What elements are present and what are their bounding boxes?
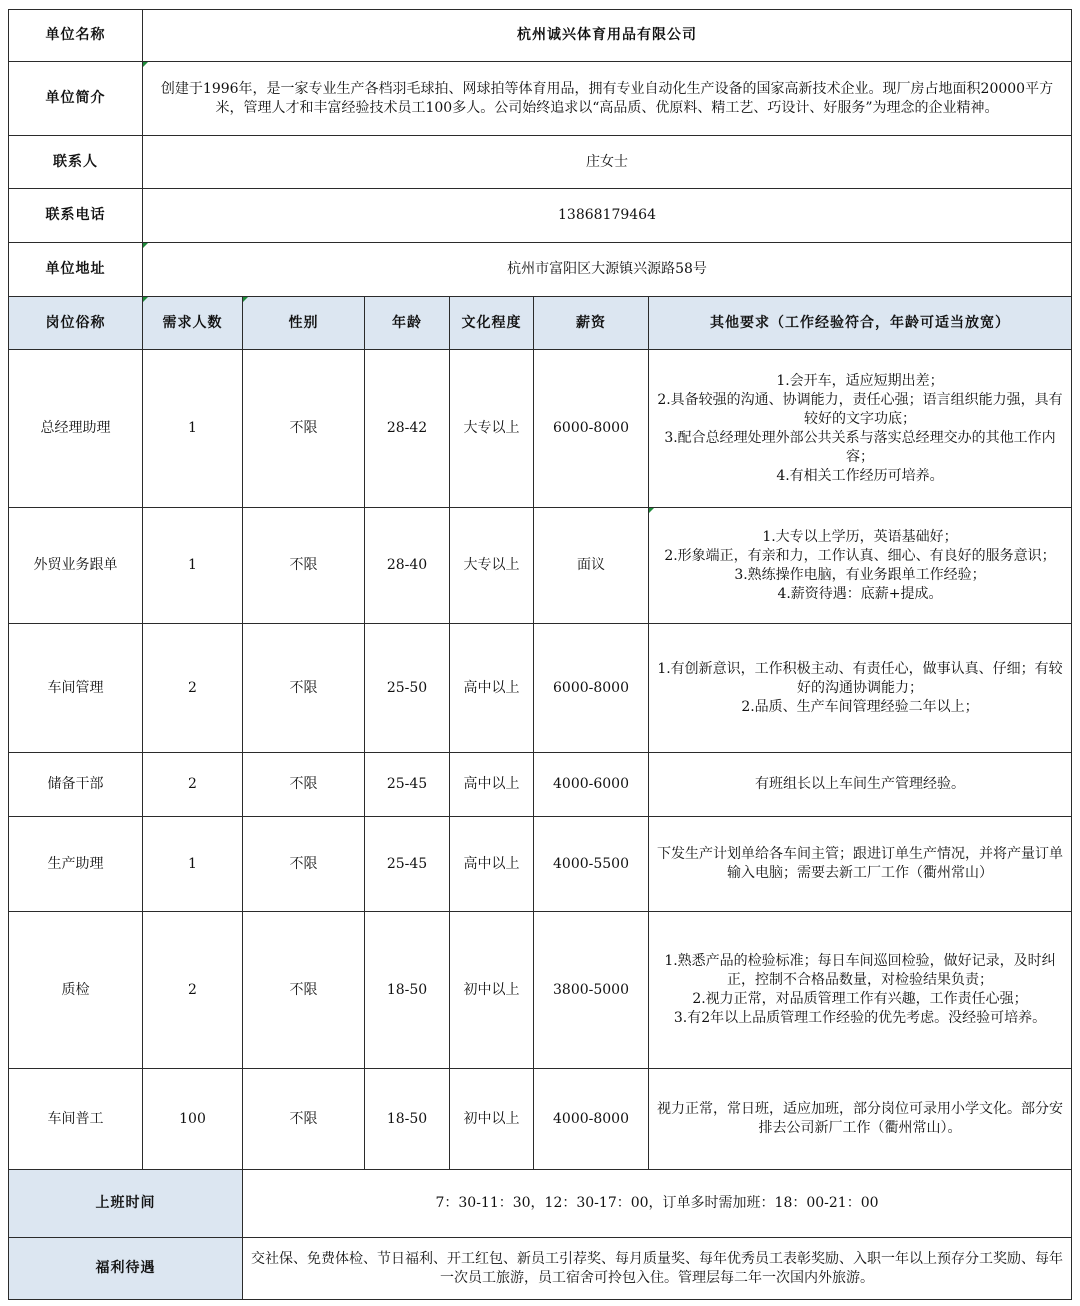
job-gender: 不限 [243, 912, 365, 1069]
requirement-line: 3.熟练操作电脑，有业务跟单工作经验； [734, 566, 986, 583]
cell-comment-marker [143, 243, 148, 248]
job-count: 100 [143, 1069, 243, 1170]
company-name-label: 单位名称 [9, 10, 143, 62]
header-education: 文化程度 [450, 297, 534, 350]
work-hours-row [9, 1170, 1072, 1238]
welfare-label: 福利待遇 [9, 1238, 243, 1300]
requirement-line: 视力正常，常日班，适应加班，部分岗位可录用小学文化。部分安排去公司新厂工作（衢州常山）。 [657, 1101, 1063, 1136]
job-gender: 不限 [243, 817, 365, 912]
job-row [9, 508, 1072, 624]
job-position: 车间普工 [9, 1069, 143, 1170]
company-intro [143, 62, 1072, 136]
job-position: 车间管理 [9, 624, 143, 753]
job-position: 生产助理 [9, 817, 143, 912]
contact-row [9, 136, 1072, 189]
job-row [9, 1069, 1072, 1170]
job-row [9, 753, 1072, 817]
job-salary: 4000-6000 [534, 753, 649, 817]
requirement-line: 有班组长以上车间生产管理经验。 [755, 776, 965, 792]
requirement-line: 1.熟悉产品的检验标准；每日车间巡回检验，做好记录，及时纠正，控制不合格品数量，对检验结果负责； [664, 953, 1056, 988]
job-gender: 不限 [243, 508, 365, 624]
job-position: 储备干部 [9, 753, 143, 817]
requirement-line: 4.有相关工作经历可培养。 [776, 467, 944, 484]
job-education: 高中以上 [450, 817, 534, 912]
job-count: 2 [143, 624, 243, 753]
job-row [9, 817, 1072, 912]
job-education: 大专以上 [450, 508, 534, 624]
cell-comment-marker [143, 62, 148, 67]
column-header-row [9, 297, 1072, 350]
job-requirements [649, 753, 1072, 817]
job-requirements [649, 912, 1072, 1069]
company-intro-text: 创建于1996年，是一家专业生产各档羽毛球拍、网球拍等体育用品，拥有专业自动化生产设备的国家高新技术企业。现厂房占地面积20000平方米，管理人才和丰富经验技术员工100多人。公司始终追求以“高品质、优原料、精工艺、巧设计、好服务”为理念的企业精神。 [160, 80, 1054, 116]
job-age: 28-40 [365, 508, 450, 624]
requirement-line: 1.会开车，适应短期出差； [776, 372, 944, 389]
header-age: 年龄 [365, 297, 450, 350]
job-age: 25-50 [365, 624, 450, 753]
job-age: 18-50 [365, 1069, 450, 1170]
job-age: 18-50 [365, 912, 450, 1069]
welfare: 交社保、免费体检、节日福利、开工红包、新员工引荐奖、每月质量奖、每年优秀员工表彰奖励、入职一年以上预存分工奖励、每年一次员工旅游，员工宿舍可拎包入住。管理层每二年一次国内外旅游。 [243, 1238, 1072, 1300]
contact-person: 庄女士 [143, 136, 1072, 189]
requirement-line: 1.大专以上学历，英语基础好； [762, 528, 958, 545]
header-position: 岗位俗称 [9, 297, 143, 350]
work-hours-label: 上班时间 [9, 1170, 243, 1238]
job-row [9, 350, 1072, 508]
job-gender: 不限 [243, 350, 365, 508]
job-salary: 4000-5500 [534, 817, 649, 912]
work-hours: 7：30-11：30，12：30-17：00，订单多时需加班：18：00-21：00 [243, 1170, 1072, 1238]
header-gender [243, 297, 365, 350]
job-education: 初中以上 [450, 1069, 534, 1170]
phone-number: 13868179464 [143, 189, 1072, 243]
job-education: 高中以上 [450, 753, 534, 817]
job-education: 大专以上 [450, 350, 534, 508]
header-count-text: 需求人数 [162, 314, 223, 331]
header-gender-text: 性别 [288, 314, 319, 331]
requirement-line: 下发生产计划单给各车间主管；跟进订单生产情况，并将产量订单输入电脑；需要去新工厂工作（衢州常山） [657, 846, 1063, 881]
address-label: 单位地址 [9, 243, 143, 297]
job-count: 1 [143, 350, 243, 508]
job-gender: 不限 [243, 753, 365, 817]
company-intro-label: 单位简介 [9, 62, 143, 136]
cell-comment-marker [243, 297, 248, 302]
cell-comment-marker [143, 297, 148, 302]
job-position: 外贸业务跟单 [9, 508, 143, 624]
requirement-line: 2.具备较强的沟通、协调能力，责任心强；语言组织能力强，具有较好的文字功底； [657, 391, 1063, 427]
welfare-row [9, 1238, 1072, 1300]
header-salary: 薪资 [534, 297, 649, 350]
job-count: 1 [143, 508, 243, 624]
job-count: 2 [143, 753, 243, 817]
job-requirements [649, 624, 1072, 753]
company-name: 杭州诚兴体育用品有限公司 [143, 10, 1072, 62]
job-salary: 面议 [534, 508, 649, 624]
job-position: 总经理助理 [9, 350, 143, 508]
requirement-line: 2.形象端正，有亲和力，工作认真、细心、有良好的服务意识； [664, 547, 1056, 564]
job-salary: 4000-8000 [534, 1069, 649, 1170]
job-requirements [649, 1069, 1072, 1170]
job-age: 28-42 [365, 350, 450, 508]
company-intro-row [9, 62, 1072, 136]
requirement-line: 2.视力正常，对品质管理工作有兴趣，工作责任心强； [692, 991, 1028, 1007]
address-row [9, 243, 1072, 297]
header-count [143, 297, 243, 350]
recruitment-table [8, 9, 1072, 1300]
job-count: 2 [143, 912, 243, 1069]
job-age: 25-45 [365, 753, 450, 817]
requirement-line: 2.品质、生产车间管理经验二年以上； [741, 698, 979, 715]
job-position: 质检 [9, 912, 143, 1069]
job-salary: 6000-8000 [534, 350, 649, 508]
requirement-line: 3.有2年以上品质管理工作经验的优先考虑。没经验可培养。 [673, 1010, 1047, 1026]
job-gender: 不限 [243, 624, 365, 753]
job-education: 高中以上 [450, 624, 534, 753]
job-salary: 3800-5000 [534, 912, 649, 1069]
phone-label: 联系电话 [9, 189, 143, 243]
job-requirements [649, 817, 1072, 912]
job-count: 1 [143, 817, 243, 912]
requirement-line: 3.配合总经理处理外部公共关系与落实总经理交办的其他工作内容； [664, 429, 1056, 465]
cell-comment-marker [649, 508, 654, 513]
job-gender: 不限 [243, 1069, 365, 1170]
address-text: 杭州市富阳区大源镇兴源路58号 [507, 261, 707, 277]
job-education: 初中以上 [450, 912, 534, 1069]
company-name-row [9, 10, 1072, 62]
phone-row [9, 189, 1072, 243]
job-row [9, 912, 1072, 1069]
job-row [9, 624, 1072, 753]
header-other: 其他要求（工作经验符合，年龄可适当放宽） [649, 297, 1072, 350]
job-requirements [649, 350, 1072, 508]
address [143, 243, 1072, 297]
contact-label: 联系人 [9, 136, 143, 189]
job-age: 25-45 [365, 817, 450, 912]
requirement-line: 4.薪资待遇：底薪+提成。 [777, 585, 943, 602]
requirement-line: 1.有创新意识，工作积极主动、有责任心，做事认真、仔细；有较好的沟通协调能力； [657, 660, 1063, 696]
job-requirements [649, 508, 1072, 624]
job-salary: 6000-8000 [534, 624, 649, 753]
